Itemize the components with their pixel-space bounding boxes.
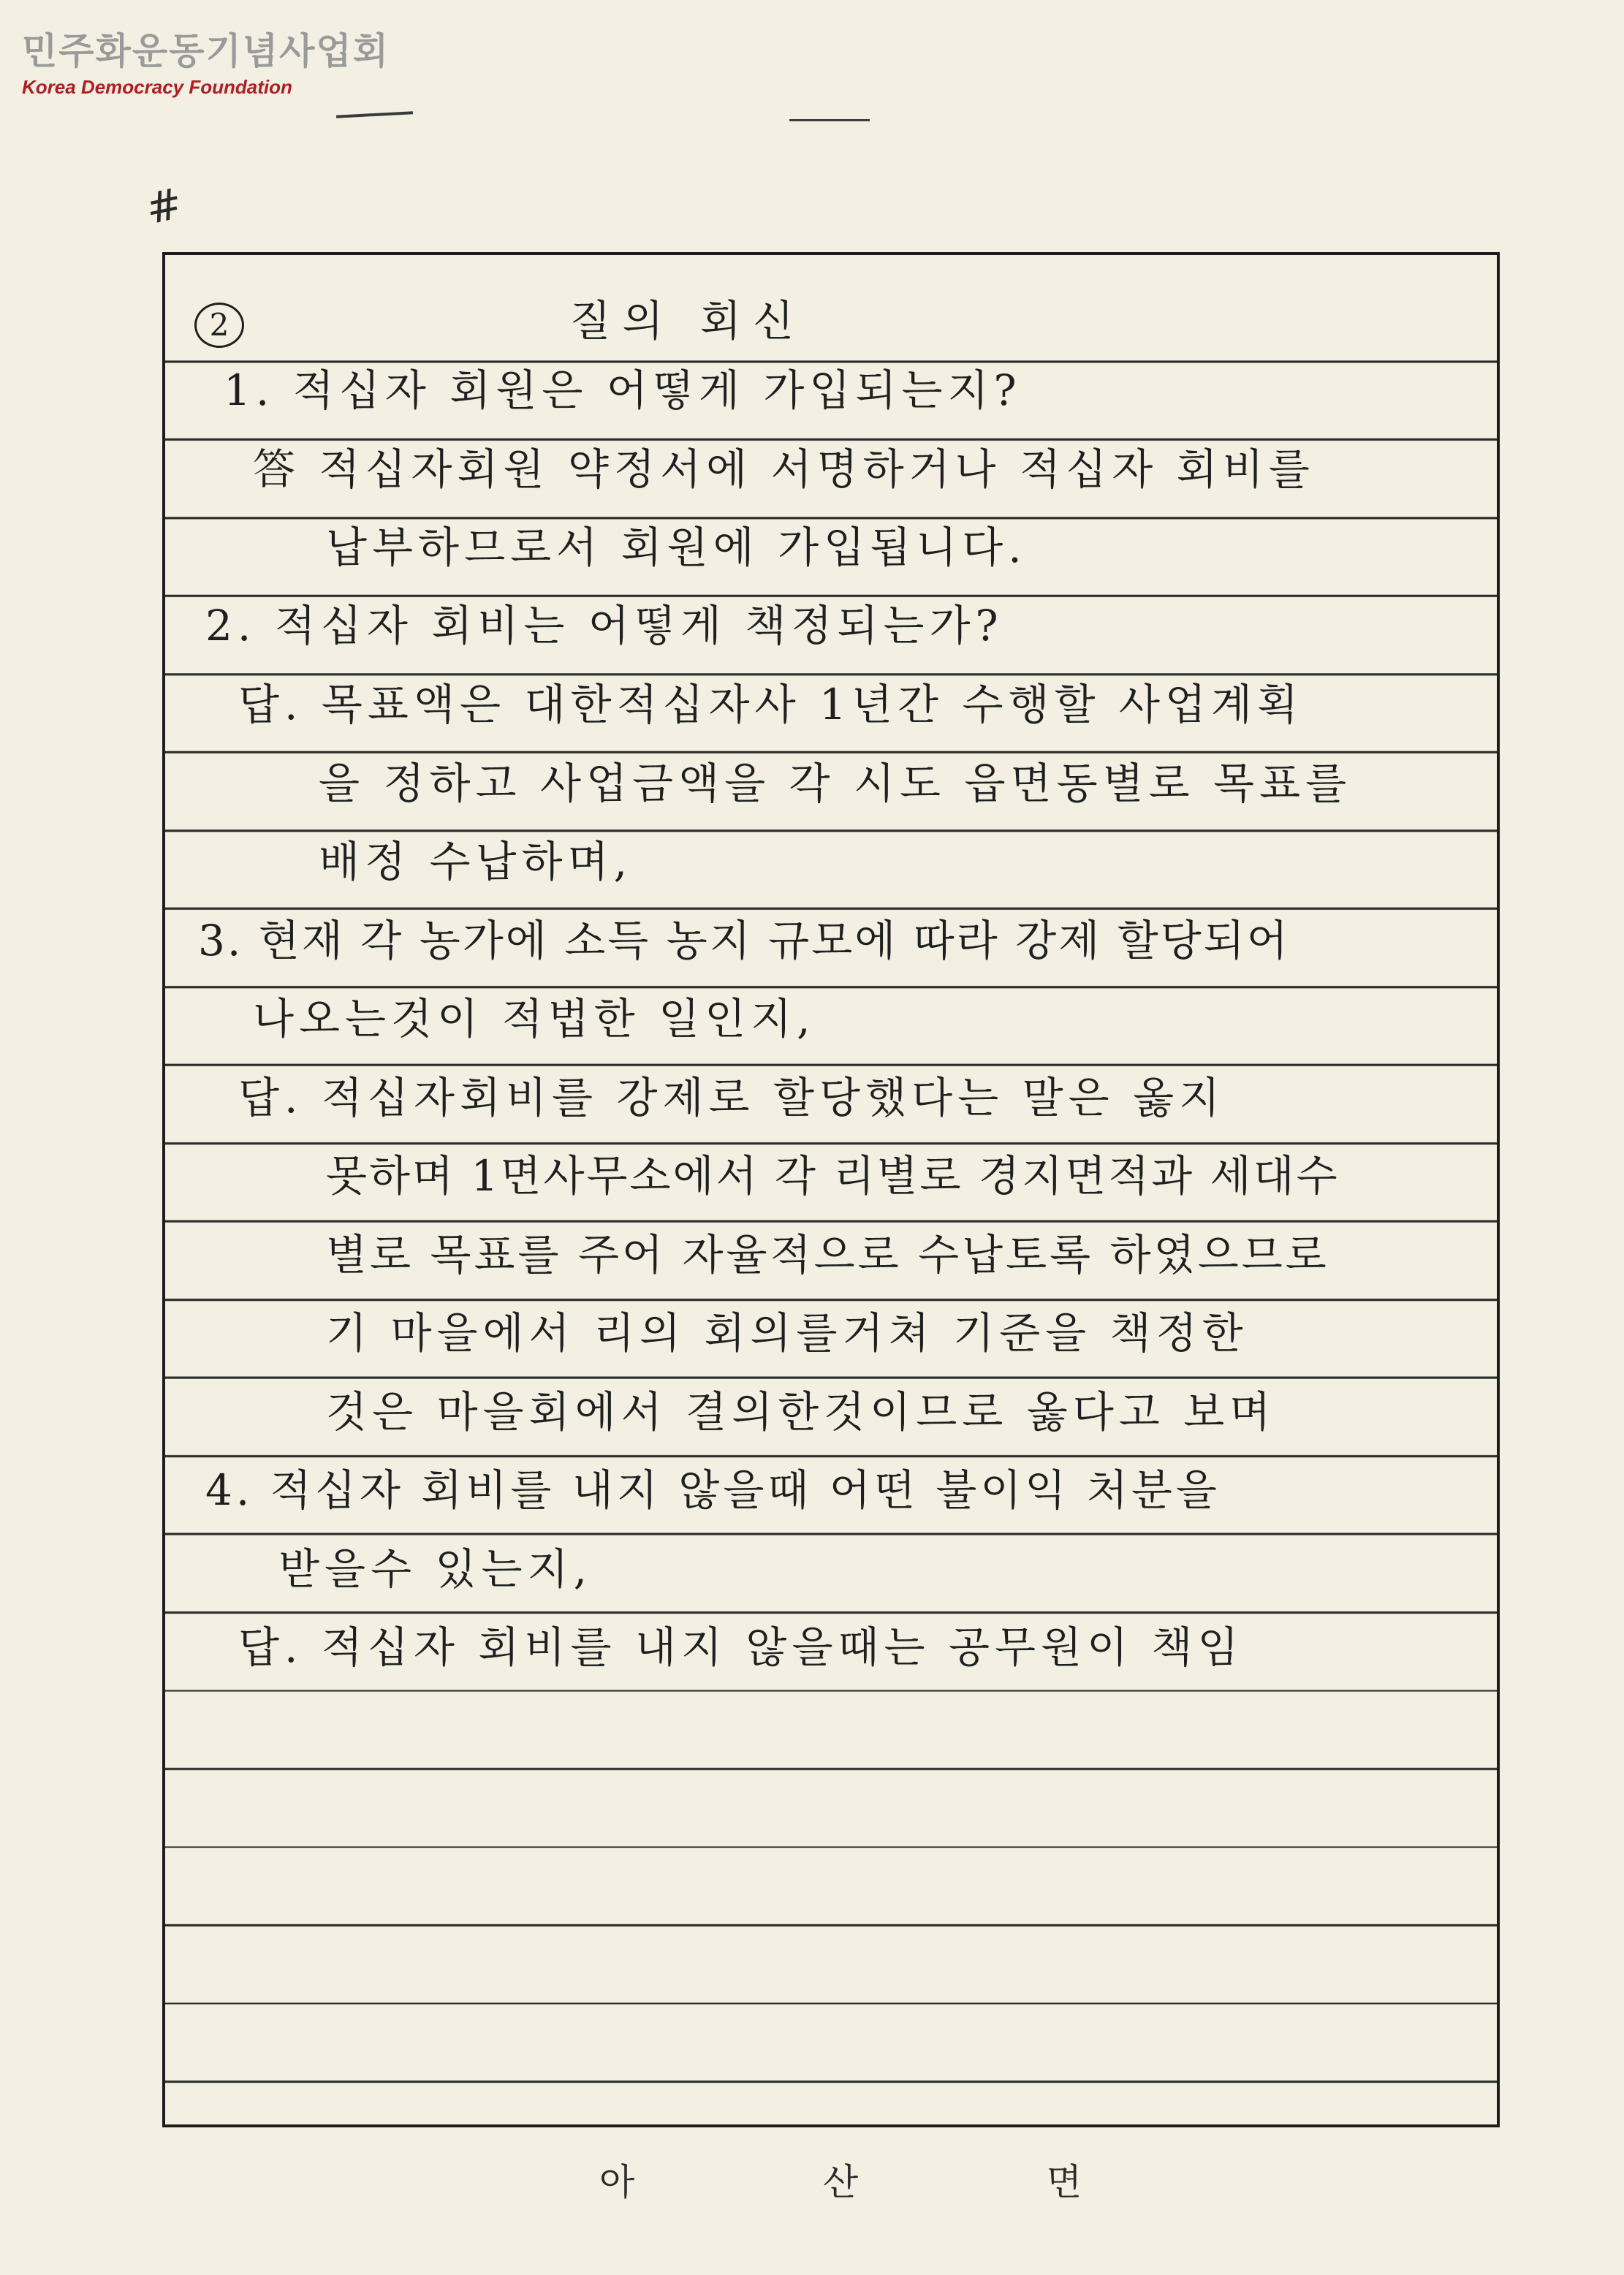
footer-char-2: 산 <box>822 2161 859 2203</box>
answer-2-line-2: 을 정하고 사업금액을 각 시도 읍면동별로 목표를 <box>319 759 1352 808</box>
answer-3-line-5: 것은 마을회에서 결의한것이므로 옳다고 보며 <box>326 1387 1276 1437</box>
question-4-line-2: 받을수 있는지, <box>278 1544 593 1594</box>
question-2-line: 2. 적십자 회비는 어떻게 책정되는가? <box>205 601 1003 650</box>
question-4-line-1: 4. 적십자 회비를 내지 않을때 어떤 불이익 처분을 <box>205 1465 1221 1515</box>
top-dash-mark <box>336 111 413 118</box>
answer-3-line-2: 못하며 1면사무소에서 각 리별로 경지면적과 세대수 <box>326 1151 1340 1201</box>
footer-char-1: 아 <box>599 2161 635 2203</box>
watermark-english: Korea Democracy Foundation <box>22 76 292 98</box>
question-3-line-1: 3. 현재 각 농가에 소득 농지 규모에 따라 강제 할당되어 <box>198 916 1290 965</box>
watermark-logo <box>22 22 390 99</box>
answer-1-line-1: 答 적십자회원 약정서에 서명하거나 적십자 회비를 <box>253 444 1315 494</box>
answer-2-line-3: 배정 수납하며, <box>319 837 633 886</box>
section-heading <box>194 295 805 348</box>
answer-3-line-3: 별로 목표를 주어 자율적으로 수납토록 하였으므로 <box>326 1230 1329 1280</box>
question-1-line: 1. 적십자 회원은 어떻게 가입되는지? <box>224 365 1022 415</box>
footer-char-3: 면 <box>1046 2161 1082 2203</box>
answer-3-line-1: 답. 적십자회비를 강제로 할당했다는 말은 옳지 <box>238 1073 1226 1123</box>
ruled-sheet <box>162 252 1500 2127</box>
section-number: 2 <box>194 303 244 348</box>
document-title: 질의 회신 <box>569 296 805 346</box>
answer-1-line-2: 납부하므로서 회원에 가입됩니다. <box>326 523 1027 572</box>
corner-mark: # <box>141 178 187 235</box>
answer-4-line-1: 답. 적십자 회비를 내지 않을때는 공무원이 책임 <box>238 1622 1244 1672</box>
answer-2-line-1: 답. 목표액은 대한적십자사 1년간 수행할 사업계획 <box>238 680 1304 729</box>
answer-3-line-4: 기 마을에서 리의 회의를거쳐 기준을 책정한 <box>326 1308 1248 1358</box>
top-center-dash-mark <box>789 119 870 121</box>
watermark-korean: 민주화운동기념사업회 <box>22 30 390 72</box>
office-footer <box>599 2153 1082 2206</box>
question-3-line-2: 나오는것이 적법한 일인지, <box>253 994 816 1044</box>
